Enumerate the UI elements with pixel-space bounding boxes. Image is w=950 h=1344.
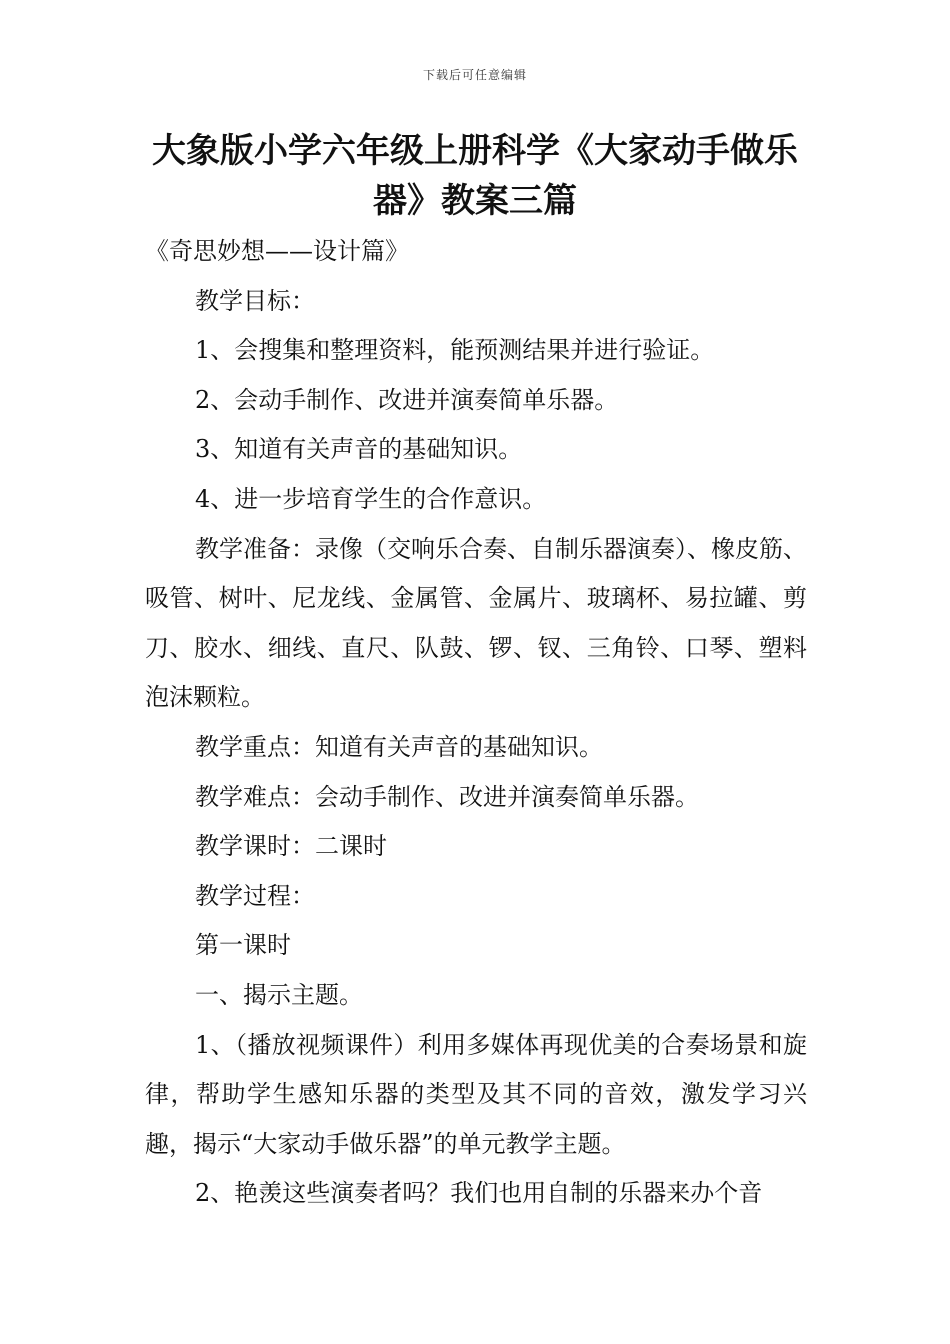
header-note: 下载后可任意编辑	[422, 68, 527, 82]
paragraph: 一、揭示主题。	[195, 980, 363, 1009]
paragraph: 教学目标：	[195, 286, 315, 315]
document-body	[145, 227, 807, 1219]
paragraph: 教学过程：	[195, 881, 315, 910]
paragraph: 教学重点：知道有关声音的基础知识。	[195, 732, 603, 761]
paragraph: 第一课时	[195, 931, 291, 960]
paragraph: 教学课时：二课时	[195, 832, 387, 861]
paragraph: 2、会动手制作、改进并演奏简单乐器。	[195, 385, 619, 414]
paragraph: 3、知道有关声音的基础知识。	[195, 435, 523, 464]
paragraph: 1、会搜集和整理资料，能预测结果并进行验证。	[195, 336, 715, 365]
paragraph: 《奇思妙想——设计篇》	[145, 237, 409, 265]
paragraph: 教学难点：会动手制作、改进并演奏简单乐器。	[195, 782, 699, 811]
paragraph: 1、（播放视频课件）利用多媒体再现优美的合奏场景和旋律，帮助学生感知乐器的类型及其不同的音效，激发学习兴趣，揭示“大家动手做乐器”的单元教学主题。	[145, 1030, 807, 1158]
paragraph: 4、进一步培育学生的合作意识。	[195, 484, 547, 513]
paragraph: 教学准备：录像（交响乐合奏、自制乐器演奏）、橡皮筋、吸管、树叶、尼龙线、金属管、金属片、玻璃杯、易拉罐、剪刀、胶水、细线、直尺、队鼓、锣、钗、三角铃、口琴、塑料泡沫颗粒。	[145, 534, 807, 712]
document-title: 大象版小学六年级上册科学《大家动手做乐器》教案三篇	[152, 131, 798, 221]
paragraph: 2、艳羡这些演奏者吗？我们也用自制的乐器来办个音	[195, 1179, 763, 1208]
